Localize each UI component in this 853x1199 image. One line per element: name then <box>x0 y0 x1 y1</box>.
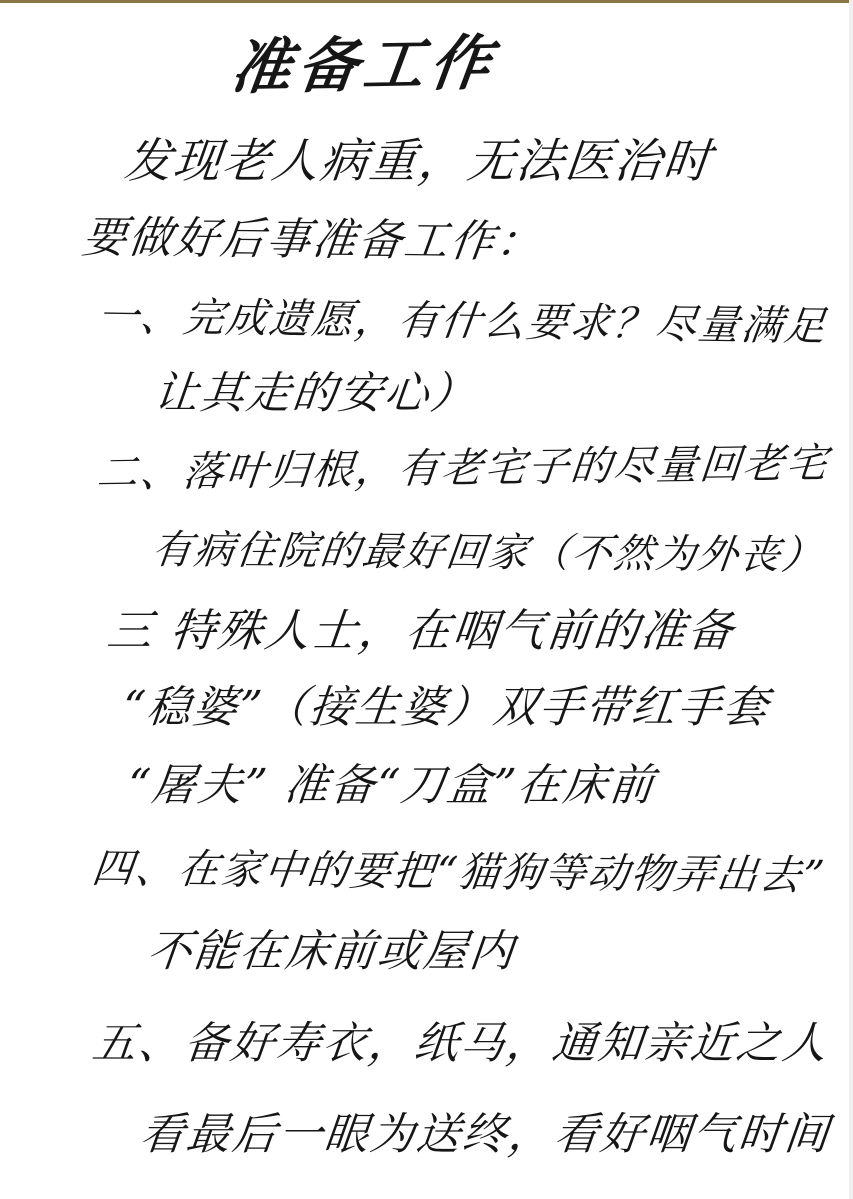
text-line-item-5-cont: 看最后一眼为送终，看好咽气时间 <box>137 1109 834 1160</box>
text-line-item-4-cont: 不能在床前或屋内 <box>144 926 519 977</box>
text-line-item-2-cont: 有病住院的最好回家（不然为外丧） <box>149 527 827 579</box>
text-line-item-3: 三 特殊人士，在咽气前的准备 <box>104 604 738 657</box>
text-line-item-5: 五、备好寿衣，纸马，通知亲近之人 <box>89 1018 832 1069</box>
text-line-item-3-cont-2: “屠夫” 准备“刀盒”在床前 <box>124 760 659 811</box>
page-title: 准备工作 <box>227 28 501 103</box>
text-line-intro-2: 要做好后事准备工作： <box>79 212 546 268</box>
text-line-item-4: 四、在家中的要把“猫狗等动物弄出去” <box>89 844 829 900</box>
text-line-item-3-cont-1: “稳婆”（接生婆）双手带红手套 <box>119 682 773 733</box>
text-line-item-1-cont: 让其走的安心） <box>151 368 480 419</box>
text-line-intro-1: 发现老人病重，无法医治时 <box>121 134 716 189</box>
text-line-item-1: 一、完成遗愿，有什么要求？尽量满足 <box>94 292 831 351</box>
text-line-item-2: 二、落叶归根，有老宅子的尽量回老宅 <box>94 438 832 497</box>
